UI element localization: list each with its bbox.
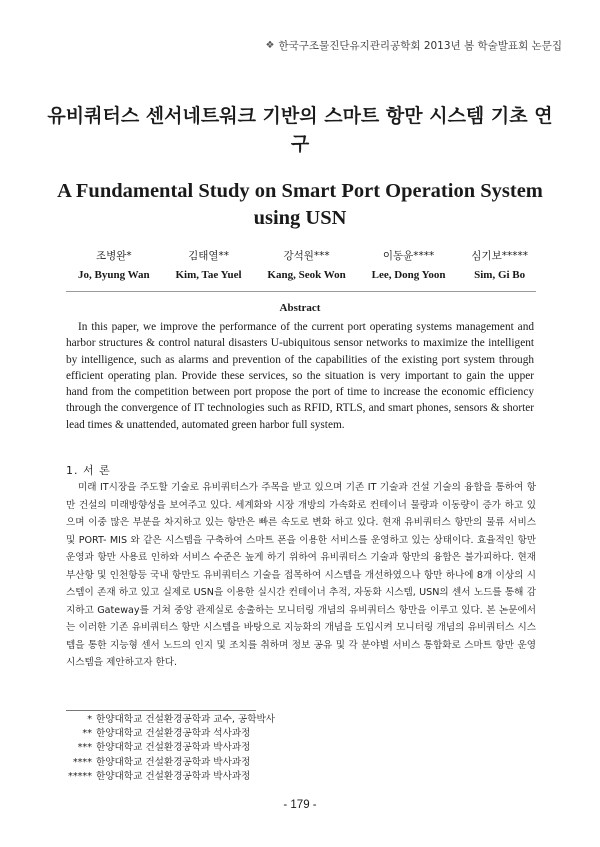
footnote-mark: * [87, 714, 92, 725]
author-name-english: Kim, Tae Yuel [175, 269, 242, 281]
author-name-english: Sim, Gi Bo [474, 269, 526, 281]
author-name-english: Jo, Byung Wan [78, 269, 150, 281]
author-list [78, 247, 528, 285]
footnote-text: 한양대학교 건설환경공학과 박사과정 [96, 756, 251, 768]
running-header [266, 38, 562, 53]
author-name-korean: 김태열** [188, 250, 229, 262]
footnote [66, 713, 275, 727]
author-name-english: Kang, Seok Won [267, 269, 346, 281]
author [471, 247, 528, 285]
author-name-korean: 이동윤**** [382, 250, 435, 262]
abstract-text: In this paper, we improve the performance of the current port operating systems management and harbor structures & control natural disasters U-ubiquitous sensor networks to maximize the intelligent by intelligence, such as alarms and prevention of the capabilities of the existing port system through efficient operating plan. Provide these services, so the situation is very important to gain the upper hand from the competition between port propose the port of time to increase the economic efficiency through the convergence of IT technologies such as RFID, RTLS, and smart phones, sensors & shorter lead times & unattended, automated green harbor full system. [66, 321, 534, 431]
introduction-text: 미래 IT시장을 주도할 기술로 유비쿼터스가 주목을 받고 있으며 기존 IT 기술과 건설 기술의 융합을 통하여 항만 건설의 미래방향성을 보여주고 있다. 세계화와 시장 개방의 가속화로 컨테이너 물량과 이동량이 증가 하고 있으며 이중 많은 부분을 차지하고 있는 항만은 빠른 속도로 변화 하고 있다. 현재 유비쿼터스 항만의 물류 서비스 및 PORT- MIS 와 같은 시스템을 구축하여 스마트 폰을 이용한 서비스를 운영하고 있는 상태이다. 효율적인 항만 운영과 항만 사용료 인하와 서비스 수준은 높게 하기 위하여 유비쿼터스 기술과 항만의 융합은 불가피하다. 현재 부산항 및 인천항등 국내 항만도 유비쿼터스 기술을 접목하여 시스템을 개선하였으나 항만 하나에 8개 이상의 시스템이 존재 하고 있고 실제로 USN을 이용한 실시간 컨테이너 추적, 자동화 시스템, USN의 센서 노드를 통해 감지하고 Gateway를 거쳐 중앙 관제실로 송출하는 모니터링 개념의 유비쿼터스 항만을 이루고 있다. 본 논문에서는 이러한 기존 유비쿼터스 항만 시스템을 바탕으로 지능화의 개념을 도입시켜 모니터링 개념의 유비쿼터스 시스템을 통한 지능형 센서 노드의 인지 및 조치를 취하며 정보 공유 및 각 분야별 서비스 통합화로 스마트 항만 운영시스템을 제안하고자 한다. [66, 482, 536, 668]
author-name-korean: 강석원*** [283, 250, 330, 262]
author [175, 247, 241, 285]
abstract-heading: Abstract [279, 302, 321, 314]
author-name-korean: 조병완* [95, 250, 132, 262]
page-number: - 179 - [283, 799, 317, 811]
running-header-text: 한국구조물진단유지관리공학회 2013년 봄 학술발표회 논문집 [278, 40, 562, 52]
footnote [66, 756, 275, 770]
footnote [66, 770, 275, 784]
section-heading: 1. 서 론 [66, 464, 111, 477]
footnote [66, 741, 275, 755]
footnote-text: 한양대학교 건설환경공학과 박사과정 [96, 742, 251, 754]
author [78, 247, 150, 285]
korean-title: 유비쿼터스 센서네트워크 기반의 스마트 항만 시스템 기초 연구 [47, 105, 553, 155]
author [372, 247, 446, 285]
footnote-text: 한양대학교 건설환경공학과 박사과정 [96, 770, 251, 782]
footnote-mark: **** [72, 756, 92, 768]
english-title: A Fundamental Study on Smart Port Operation System using USN [57, 180, 543, 229]
footnote-mark: ** [82, 728, 92, 740]
footnotes [66, 713, 275, 784]
footnote [66, 727, 275, 741]
footnote-text: 한양대학교 건설환경공학과 석사과정 [96, 728, 251, 740]
divider [66, 291, 536, 292]
footnote-mark: ***** [68, 770, 92, 782]
footnote-text: 한양대학교 건설환경공학과 교수, 공학박사 [96, 714, 276, 725]
footnote-mark: *** [77, 742, 92, 754]
author-name-korean: 심기보***** [471, 250, 528, 262]
author-name-english: Lee, Dong Yoon [371, 269, 446, 281]
leaf-bullet-icon: ❖ [265, 40, 275, 51]
footnote-divider [66, 710, 256, 711]
author [267, 247, 345, 285]
